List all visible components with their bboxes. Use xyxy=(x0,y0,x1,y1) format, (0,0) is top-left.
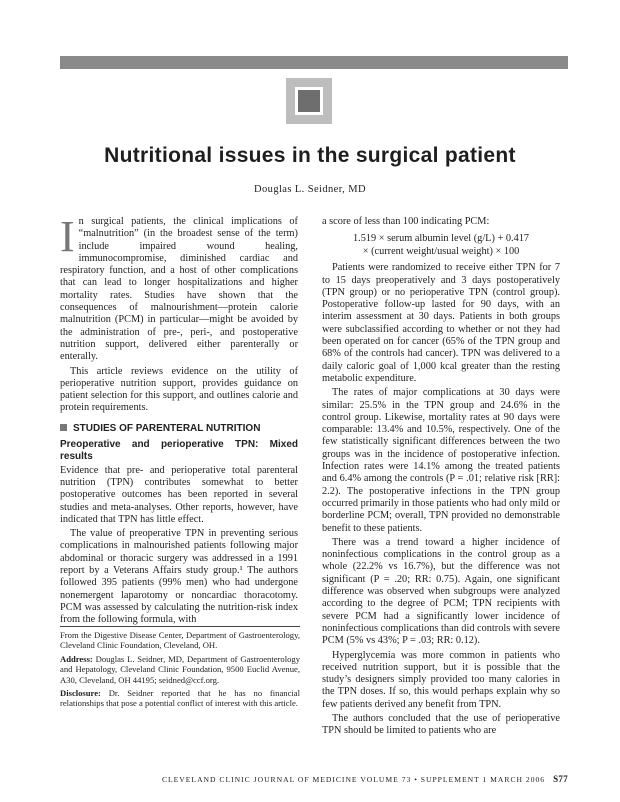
subsection-heading: Preoperative and perioperative TPN: Mixed results xyxy=(60,439,298,463)
article-author: Douglas L. Seidner, MD xyxy=(254,184,366,195)
paragraph: The rates of major complications at 30 days were similar: 25.5% in the TPN group and 24.6% in the control group. Likewise, mortality rates at 90 days were comparable: 13.4% and 10.5%, respectively. One of the few statistically significant differences between the two groups was in the incidence of postoperative infection. Infection rates were 14.1% among the treated patients and 6.4% among the controls (P = .01; relative risk [RR]: 2.2). The postoperative infections in the TPN group occurred primarily in those patients who had only mild or borderline PCM; overall, TPN provided no demonstrable benefit to these patients. xyxy=(322,387,560,534)
left-column xyxy=(60,212,298,629)
journal-info: CLEVELAND CLINIC JOURNAL OF MEDICINE VOLUME 73 • SUPPLEMENT 1 MARCH 2006 xyxy=(161,775,546,784)
footnotes xyxy=(60,630,300,712)
paragraph: Hyperglycemia was more common in patients who received nutrition support, but it is possible that the study’s designers simply provided too many calories in the TPN doses. If so, this would perhaps explain why so few patients derived any benefit from TPN. xyxy=(322,649,560,710)
page-number: S77 xyxy=(553,774,568,784)
article-title: Nutritional issues in the surgical patient xyxy=(104,144,516,167)
header-rule xyxy=(60,56,568,69)
intro-paragraph: In surgical patients, the clinical implications of “malnutrition” (in the broadest sense of the term) include impaired wound healing, immunocompromise, diminished cardiac and respiratory function, and a host of other complications that can lead to longer hospitalizations and higher mortality rates. Studies have shown that the consequences of malnourishment—protein calorie malnutrition (PCM) in particular—might be avoided by the administration of pre-, peri-, and postoperative nutrition support, delivered either parenterally or enterally. xyxy=(60,212,298,363)
paragraph: There was a trend toward a higher incidence of noninfectious complications in the control group as a whole (22.2% vs 16.7%), but the difference was not significant (P = .20; RR: 0.75). Again, one significant difference was observed when subgroups were analyzed according to the degree of PCM; TPN recipients with severe PCM had a significantly lower incidence of noninfectious complications than did controls with severe PCM (5% vs 43%; P = .03; RR: 0.12). xyxy=(322,536,560,647)
right-column xyxy=(322,216,560,740)
paragraph: Patients were randomized to receive either TPN for 7 to 15 days preoperatively and 3 days postoperatively (TPN group) or no perioperative TPN (control group). Postoperative follow-up lasted for 90 days, with an interim assessment at 30 days. Patients in both groups were subclassified according to whether or not they had been operated on for cancer (65% of the TPN group and 68% of the controls had cancer). TPN was delivered to a daily caloric goal of 1,000 kcal greater than the resting metabolic expenditure. xyxy=(322,262,560,384)
section-heading: STUDIES OF PARENTERAL NUTRITION xyxy=(60,423,298,435)
nutrition-risk-formula: 1.519 × serum albumin level (g/L) + 0.417 × (current weight/usual weight) × 100 xyxy=(352,233,530,258)
paragraph: Evidence that pre- and perioperative total parenteral nutrition (TPN) contributes somewhat to better postoperative outcomes has been reported in several studies and meta-analyses. Other reports, however, have indicated that TPN has little effect. xyxy=(60,464,298,525)
address-note: Address: Douglas L. Seidner, MD, Department of Gastroenterology and Hepatology, Cleveland Clinic Foundation, 9500 Euclid Avenue, A30, Cleveland, OH 44195; seidned@ccf.org. xyxy=(60,653,300,685)
paragraph: The authors concluded that the use of perioperative TPN should be limited to patients who are xyxy=(322,712,560,737)
disclosure-note: Disclosure: Dr. Seidner reported that he has no financial relationships that pose a potential conflict of interest with this article. xyxy=(60,688,300,709)
paragraph: The value of preoperative TPN in preventing serious complications in malnourished patients following major abdominal or thoracic surgery was addressed in a 1991 report by a Veterans Affairs study group.¹ The authors followed 395 patients (99% men) who had undergone nonemergent laparotomy or noncardiac thoracotomy. PCM was assessed by calculating the nutrition-risk index from the following formula, with xyxy=(60,528,298,626)
paragraph: This article reviews evidence on the utility of perioperative nutrition support, provides guidance on patient selection for this support, and outlines calorie and protein requirements. xyxy=(60,365,298,414)
footnote-rule xyxy=(60,626,300,627)
page-footer xyxy=(60,774,568,786)
journal-logo xyxy=(286,78,332,124)
drop-cap: I xyxy=(60,212,75,261)
section-bullet-icon xyxy=(60,424,67,431)
paragraph: a score of less than 100 indicating PCM: xyxy=(322,216,490,227)
affiliation-note: From the Digestive Disease Center, Department of Gastroenterology, Cleveland Clinic Foundation, Cleveland, OH. xyxy=(60,630,300,651)
